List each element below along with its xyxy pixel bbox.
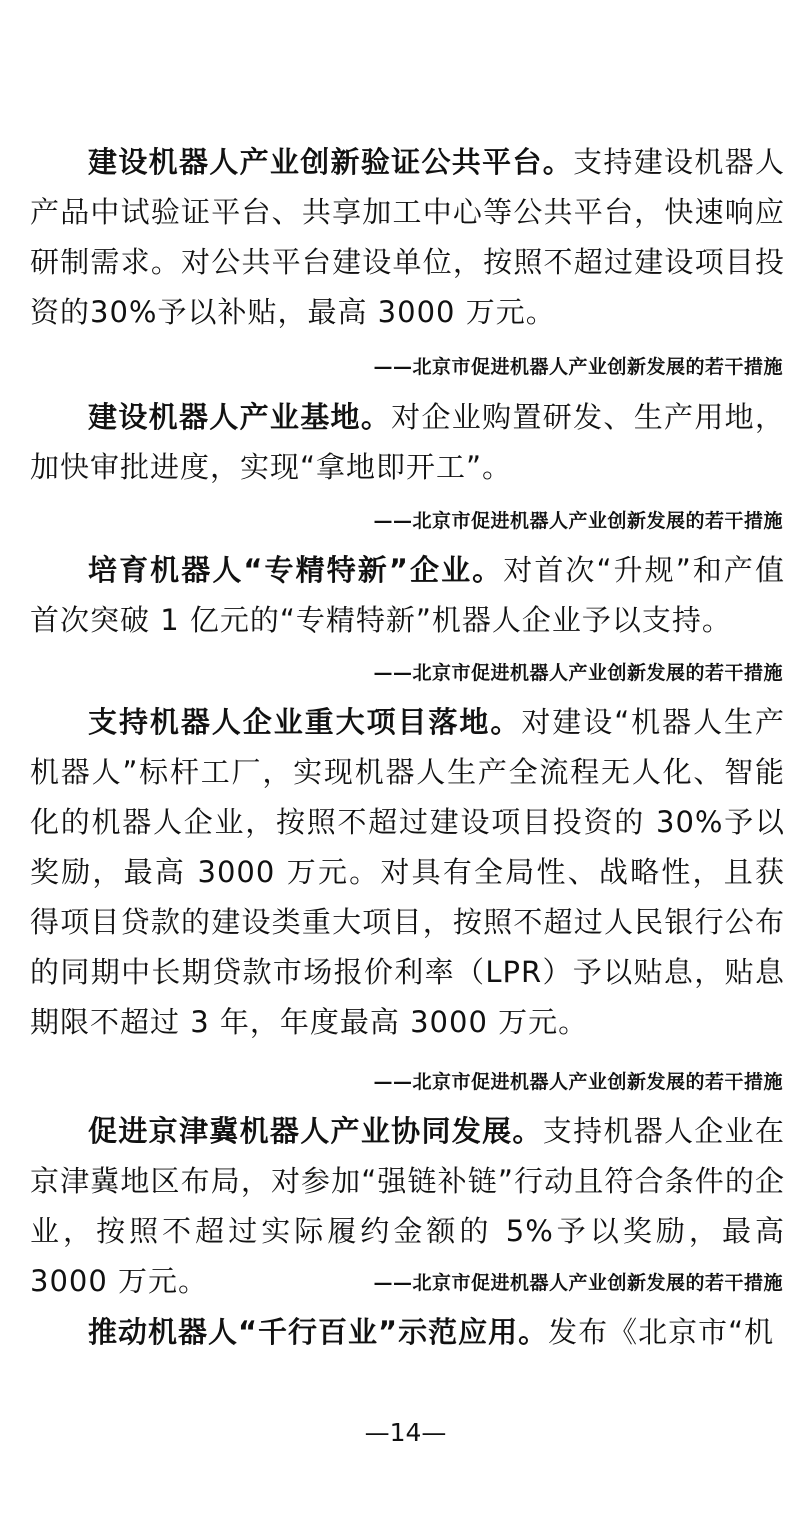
paragraph-innovation-platform	[30, 137, 785, 337]
paragraph-lead: 建设机器人产业基地。	[88, 400, 392, 434]
paragraph-lead: 支持机器人企业重大项目落地。	[88, 705, 522, 739]
paragraph-body: 支持机器人企业在京津冀地区布局，对参加“强链补链”行动且符合条件的企业，按照不超过实际履约金额的 5%予以奖励，最高 3000 万元。	[30, 1114, 785, 1298]
paragraph-body: 对首次“升规”和产值首次突破 1 亿元的“专精特新”机器人企业予以支持。	[30, 553, 785, 637]
source-citation: ——北京市促进机器人产业创新发展的若干措施	[373, 510, 783, 532]
source-citation: ——北京市促进机器人产业创新发展的若干措施	[373, 1071, 783, 1093]
paragraph-lead: 促进京津冀机器人产业协同发展。	[88, 1114, 543, 1148]
paragraph-specialized-enterprises	[30, 545, 785, 645]
paragraph-lead: 推动机器人“千行百业”示范应用。	[88, 1315, 549, 1349]
paragraph-body: 发布《北京市“机	[548, 1315, 775, 1349]
paragraph-body: 支持建设机器人产品中试验证平台、共享加工中心等公共平台，快速响应研制需求。对公共平台建设单位，按照不超过建设项目投资的30%予以补贴，最高 3000 万元。	[30, 145, 785, 329]
source-citation: ——北京市促进机器人产业创新发展的若干措施	[373, 1272, 783, 1294]
paragraph-industry-base	[30, 392, 785, 492]
paragraph-lead: 培育机器人“专精特新”企业。	[88, 553, 504, 587]
paragraph-major-projects	[30, 697, 785, 1047]
source-citation: ——北京市促进机器人产业创新发展的若干措施	[373, 356, 783, 378]
page-number: —14—	[364, 1418, 447, 1447]
paragraph-body: 对企业购置研发、生产用地，加快审批进度，实现“拿地即开工”。	[30, 400, 785, 484]
paragraph-lead: 建设机器人产业创新验证公共平台。	[88, 145, 574, 179]
source-citation: ——北京市促进机器人产业创新发展的若干措施	[373, 662, 783, 684]
paragraph-demonstration-application	[30, 1307, 785, 1357]
paragraph-body: 对建设“机器人生产机器人”标杆工厂，实现机器人生产全流程无人化、智能化的机器人企业，按照不超过建设项目投资的 30%予以奖励，最高 3000 万元。对具有全局性、战略性，且获得项目贷款的建设类重大项目，按照不超过人民银行公布的同期中长期贷款市场报价利率（LPR）予以贴息，贴息期限不超过 3 年，年度最高 3000 万元。	[30, 705, 785, 1039]
